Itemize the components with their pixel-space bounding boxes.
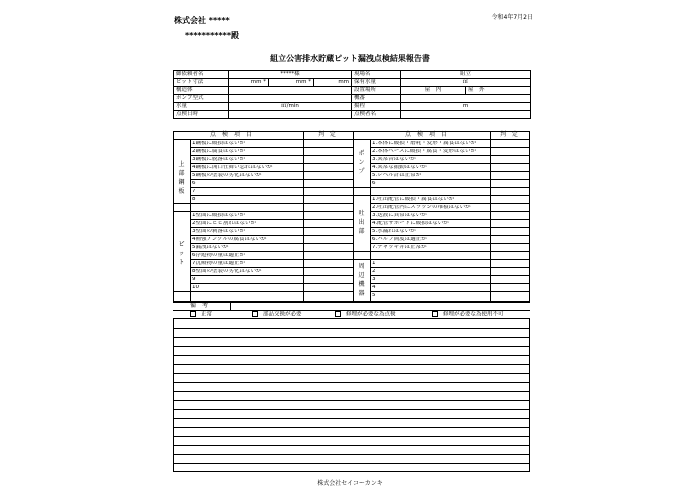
checkbox-icon[interactable] [335,311,341,317]
checklist-item: 4鋼板に開口仕舞い忘れはないか [192,165,273,170]
remarks-label-divider [230,302,231,310]
group-label-discharge: 吐出部 [358,210,365,235]
left-judge-header: 判 定 [318,131,337,138]
client-value: *****様 [229,71,352,79]
checklist-item: 3鋼板に脱落はないか [192,157,245,162]
location-label: 設置場所 [352,87,401,95]
head-label: 揚程 [352,103,401,111]
checklist-item: 5.水漏れはないか [372,229,416,234]
info-table [173,70,531,119]
info-row-structure [174,87,531,95]
flow-value: ㎥/min [229,103,352,111]
checklist-item: 2.吐出配管内にスラッジの堆積はないか [372,205,471,210]
water-capacity-value: ㎥ [401,79,531,87]
right-item-header: 点 検 項 目 [405,131,448,138]
checklist-item: 5鋼板の塗装の劣化はないか [192,173,262,178]
checklist-item: 1鋼板に破損はないか [192,141,245,146]
info-row-dimensions [174,79,531,87]
report-date: 令和4年7月2日 [491,14,533,21]
location-outdoor: 屋 外 [466,87,531,95]
pit-size-2: mm * [269,79,314,87]
checklist-item: 5漏洩はないか [192,245,229,250]
checklist-item: 2 [372,269,376,274]
checklist-item: 5.レベル計は正常か [372,173,422,178]
remarks-top-line [173,302,530,303]
checklist-item: 8壁面の塗装の劣化はないか [192,269,262,274]
checklist-item: 9 [192,277,196,282]
inspector-value [401,111,531,119]
group-label-pit: ピット [178,241,185,266]
pit-size-3: mm [314,79,352,87]
company-name: 株式会社 ***** [174,16,230,25]
checklist-item: 4.配管サポートに破損はないか [372,221,449,226]
left-item-header: 点 検 項 目 [210,131,253,138]
checklist-item: 6.バルブ開度は適正か [372,237,427,242]
remarks-label: 備 考 [190,302,209,309]
group-label-peripheral: 周辺機器 [358,263,365,297]
location-indoor: 屋 内 [401,87,466,95]
checklist-item: 7.チャッキ弁は正常か [372,245,427,250]
checklist-item: 7沈殿物の量は適正か [192,261,245,266]
checklist-item: 3 [372,277,376,282]
head-value: m [401,103,531,111]
structure-value [229,87,352,95]
checklist-item: 3.送液に異常はないか [372,213,427,218]
machine-no-label: 機番 [352,95,401,103]
right-judge-header: 判 定 [500,131,519,138]
checklist-item: 2.本体ベースに破損・腐食・変形はないか [372,149,476,154]
checklist-item: 2鋼板に腐食はないか [192,149,245,154]
checklist-item: 6 [372,181,376,186]
checklist-item: 7 [192,189,196,194]
checklist-item: 1.吐出配管に破損・腐食はないか [372,197,455,202]
checklist-item: 5 [372,293,376,298]
checklist-item: 8 [192,197,196,202]
addressee: ***********殿 [185,31,240,40]
center-divider [353,131,354,302]
checklist-item: 6浮遊物の量は適正か [192,253,245,258]
checklist-item: 2壁面にヒビ割れはないか [192,221,257,226]
checklist-item: 6 [192,181,196,186]
group-label-upper-plate: 上部鋼板 [178,161,185,195]
document-title: 組立公害排水貯蔵ピット漏洩点検結果報告書 [270,54,430,63]
checklist-item: 3壁面の剥落はないか [192,229,245,234]
water-capacity-label: 保有水量 [352,79,401,87]
remark-option-repair-inspect: 修理が必要な為点検 [335,311,396,318]
checklist-header-divider [173,139,530,140]
pit-size-label: ピット寸法 [174,79,229,87]
checklist-item: 1壁面に破損はないか [192,213,245,218]
info-row-pump [174,95,531,103]
machine-no-value [401,95,531,103]
inspector-label: 点検者名 [352,111,401,119]
pump-model-label: ポンプ型式 [174,95,229,103]
remark-option-parts: 部品交換が必要 [252,311,318,318]
client-label: 御依頼者名 [174,71,229,79]
checklist-item: 1 [372,261,376,266]
checklist-item: 4.異常な振動はないか [372,165,427,170]
info-row-client [174,71,531,79]
checklist-item: 1.本体に破損・磨耗・変形・腐食はないか [372,141,477,146]
checklist-item: 10 [192,285,199,290]
checkbox-icon[interactable] [432,311,438,317]
checkbox-icon[interactable] [252,311,258,317]
checkbox-icon[interactable] [190,311,196,317]
checklist-item: 4 [372,285,376,290]
site-value: 組立 [401,71,531,79]
pump-model-value [229,95,352,103]
flow-label: 水量 [174,103,229,111]
remark-option-normal: 正常 [190,311,212,318]
structure-label: 構造体 [174,87,229,95]
info-row-flow [174,103,531,111]
notes-area[interactable] [173,318,530,472]
right-judge-divider [490,131,491,302]
site-label: 現場名 [352,71,401,79]
inspection-date-label: 点検日時 [174,111,229,119]
pit-size-1: mm * [229,79,269,87]
info-row-inspection [174,111,531,119]
group-label-pump: ポンプ [358,150,365,175]
checklist-item: 3.異常音はないか [372,157,416,162]
inspection-date-value [229,111,352,119]
footer-company: 株式会社セイコーカンキ [317,480,383,487]
checklist-item: 4補強アングルの腐食はないか [192,237,267,242]
left-judge-divider [303,131,304,302]
remark-option-repair-unusable: 修理が必要な為使用不可 [432,311,528,318]
